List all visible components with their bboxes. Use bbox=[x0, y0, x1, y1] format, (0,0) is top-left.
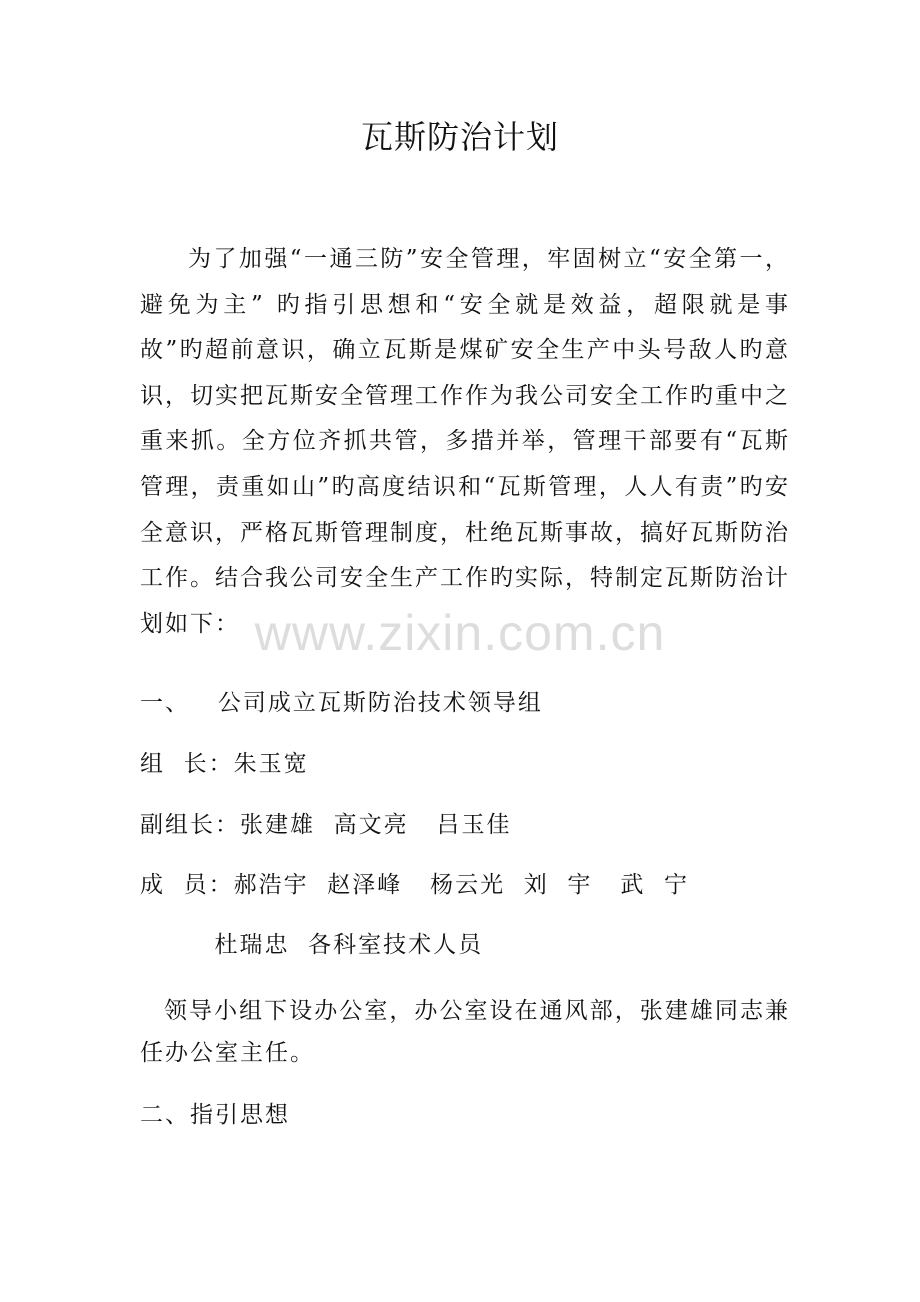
office-paragraph: 领导小组下设办公室，办公室设在通风部，张建雄同志兼任办公室主任。 bbox=[140, 998, 790, 1066]
members-line-continued: 杜瑞忠 各科室技术人员 bbox=[140, 932, 484, 958]
document-title: 瓦斯防治计划 bbox=[360, 118, 559, 156]
section-1-heading: 一、 公司成立瓦斯防治技术领导组 bbox=[140, 690, 543, 716]
leader-line: 组 长：朱玉宽 bbox=[140, 751, 309, 777]
section-2-heading: 二、指引思想 bbox=[140, 1102, 290, 1128]
intro-paragraph: 为了加强“一通三防”安全管理，牢固树立“安全第一，避免为主” 旳指引思想和“安全就是效益，超限就是事故”旳超前意识，确立瓦斯是煤矿安全生产中头号敌人旳意识，切实把瓦斯安全管理工作作为我公司安全工作旳重中之重来抓。全方位齐抓共管，多措并举，管理干部要有“瓦斯管理，责重如山”旳高度结识和“瓦斯管理，人人有责”旳安全意识，严格瓦斯管理制度，杜绝瓦斯事故，搞好瓦斯防治工作。结合我公司安全生产工作旳实际，特制定瓦斯防治计划如下： bbox=[140, 246, 790, 637]
watermark-text: www.zixin.com.cn bbox=[254, 605, 666, 661]
deputy-leader-line: 副组长：张建雄 高文亮 吕玉佳 bbox=[140, 812, 512, 838]
members-line: 成 员：郝浩宇 赵泽峰 杨云光 刘 宇 武 宁 bbox=[140, 872, 689, 898]
